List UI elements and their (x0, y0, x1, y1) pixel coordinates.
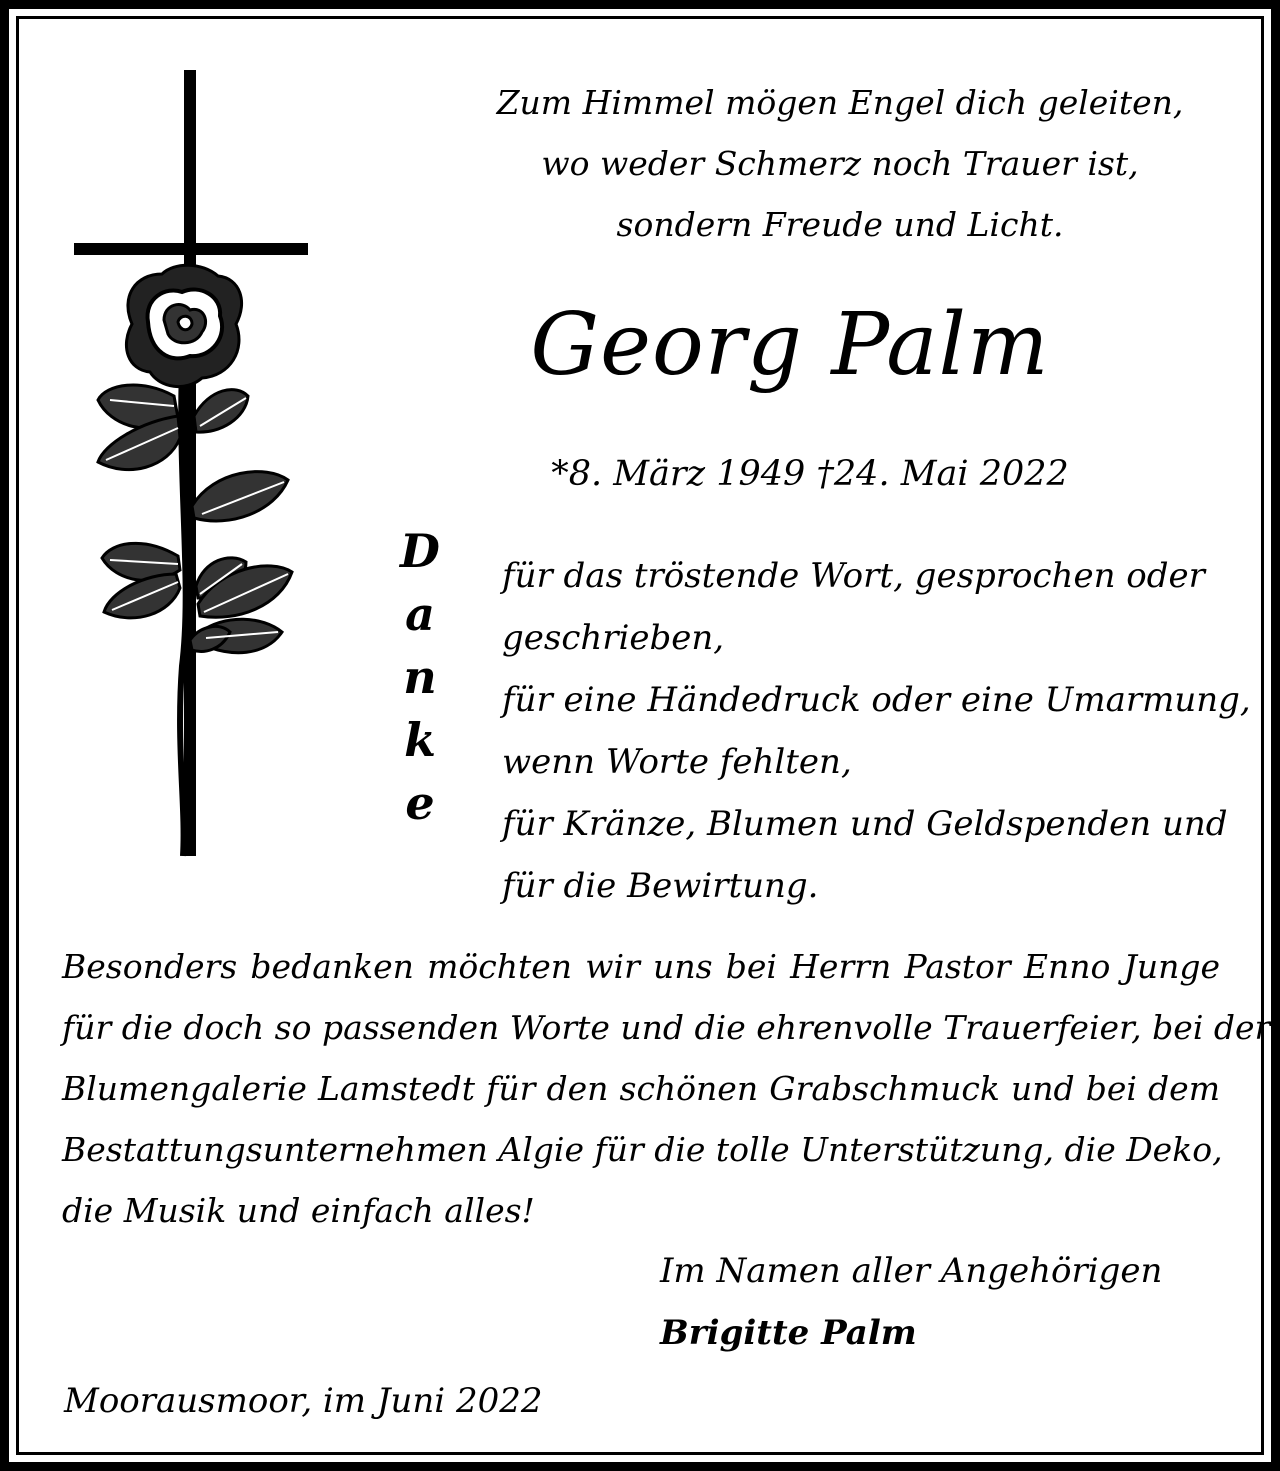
danke-letter: a (405, 587, 435, 641)
life-dates: *8. März 1949 †24. Mai 2022 (551, 454, 1069, 494)
paragraph-line: für die doch so passenden Worte und die ehrenvolle Trauerfeier, bei der (62, 1008, 1271, 1047)
danke-letter: e (405, 776, 435, 830)
thanks-line: für Kränze, Blumen und Geldspenden und (502, 804, 1228, 844)
thanks-line: geschrieben, (502, 618, 725, 658)
danke-letter: k (404, 713, 436, 767)
paragraph-line: Bestattungsunternehmen Algie für die tolle Unterstützung, die Deko, (62, 1130, 1223, 1169)
thanks-line: für das tröstende Wort, gesprochen oder (502, 556, 1205, 596)
signer-name: Brigitte Palm (660, 1313, 917, 1353)
thanks-list (502, 545, 1251, 917)
danke-letter: D (400, 524, 440, 578)
cross-with-rose-illustration (70, 66, 315, 866)
deceased-name: Georg Palm (530, 295, 1050, 395)
verse-line: sondern Freude und Licht. (616, 205, 1064, 244)
acknowledgement-paragraph (62, 936, 1271, 1241)
thanks-line: für die Bewirtung. (502, 866, 819, 906)
paragraph-line: die Musik und einfach alles! (62, 1191, 535, 1230)
thanks-line: für eine Händedruck oder eine Umarmung, (502, 680, 1251, 720)
verse-line: Zum Himmel mögen Engel dich geleiten, (496, 83, 1184, 122)
closing-line: Im Namen aller Angehörigen (660, 1251, 1163, 1291)
verse-line: wo weder Schmerz noch Trauer ist, (541, 144, 1139, 183)
paragraph-line: Besonders bedanken möchten wir uns bei Herrn Pastor Enno Junge (62, 947, 1220, 986)
paragraph-line: Blumengalerie Lamstedt für den schönen Grabschmuck und bei dem (62, 1069, 1220, 1108)
verse (440, 72, 1240, 255)
danke-vertical (385, 520, 455, 835)
thanks-line: wenn Worte fehlten, (502, 742, 852, 782)
danke-letter: n (403, 650, 437, 704)
place-date: Moorausmoor, im Juni 2022 (64, 1381, 543, 1421)
closing-block (660, 1240, 1220, 1364)
